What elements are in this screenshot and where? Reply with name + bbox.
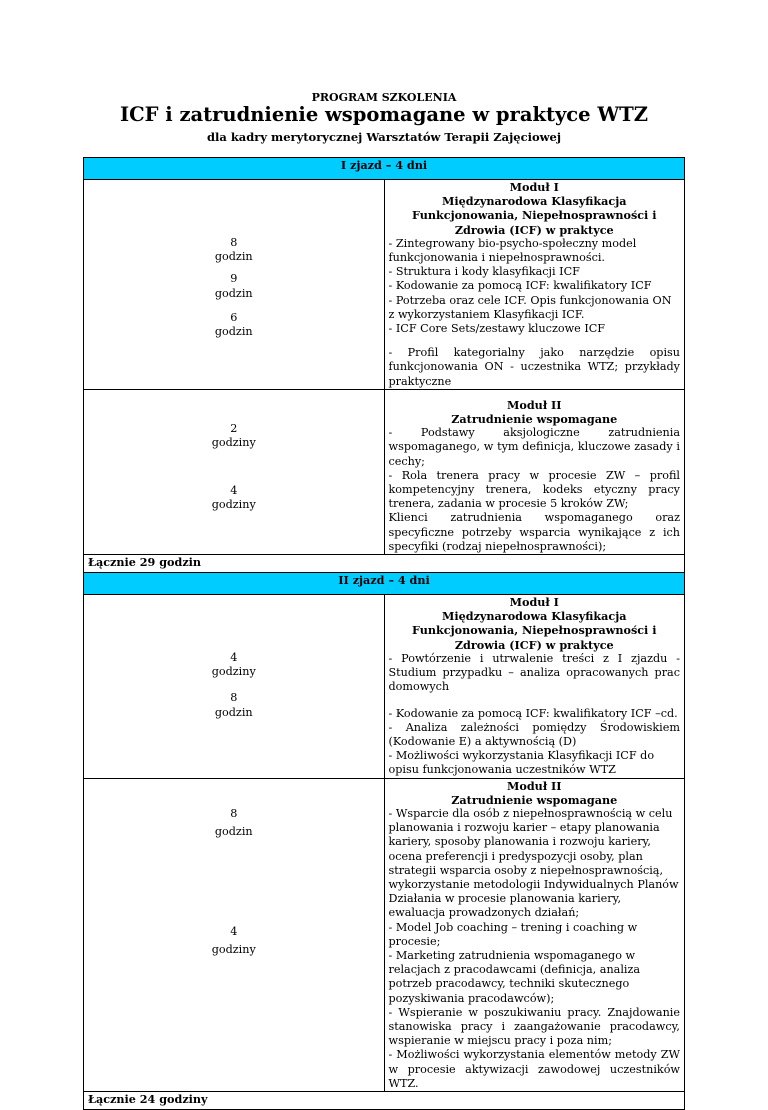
hours-value: 8 — [230, 806, 238, 820]
topic-line: - Powtórzenie i utrwalenie treści z I zjazdu - Studium przypadku – analiza opracowanych prac domowych — [388, 651, 680, 694]
hours-value: 2 — [230, 421, 238, 435]
module-row — [84, 180, 685, 390]
module-content — [384, 595, 685, 778]
module-content — [384, 778, 685, 1091]
module-row — [84, 778, 685, 1091]
module-name: Międzynarodowa Klasyfikacja Funkcjonowania, Niepełnosprawności i Zdrowia (ICF) w praktyce — [412, 609, 657, 652]
module-name: Zatrudnienie wspomagane — [451, 412, 618, 427]
hours-unit: godziny — [211, 943, 256, 957]
training-program-table — [83, 157, 685, 1110]
hours-unit: godziny — [211, 498, 256, 512]
module-title: Moduł II — [507, 778, 562, 793]
module-title: Moduł II — [507, 397, 562, 412]
session-band-row — [84, 573, 685, 595]
topic-line: - Możliwości wykorzystania Klasyfikacji ICF do opisu funkcjonowania uczestników WTZ — [388, 749, 655, 777]
session-total: Łącznie 29 godzin — [84, 555, 685, 573]
document-subtitle: dla kadry merytorycznej Warsztatów Terapii Zajęciowej — [206, 130, 562, 144]
document-supertitle: PROGRAM SZKOLENIA — [311, 91, 457, 104]
module-content — [384, 389, 685, 554]
topic-line: - Profil kategorialny jako narzędzie opisu funkcjonowania ON - uczestnika WTZ; przykłady praktyczne — [388, 346, 680, 388]
module-row — [84, 595, 685, 778]
hours-unit: godziny — [211, 665, 256, 679]
hours-unit: godzin — [214, 325, 253, 339]
topic-line: - ICF Core Sets/zestawy kluczowe ICF — [388, 322, 606, 336]
hours-value: 9 — [230, 272, 238, 286]
hours-unit: godzin — [214, 705, 253, 719]
total-row — [84, 555, 685, 573]
hours-cell — [84, 778, 385, 1091]
hours-unit: godziny — [211, 436, 256, 450]
hours-unit: godzin — [214, 824, 253, 838]
hours-value: 6 — [230, 310, 238, 324]
topic-line: - Zintegrowany bio-psycho-społeczny model funkcjonowania i niepełnosprawności. — [388, 236, 637, 265]
topic-line: - Kodowanie za pomocą ICF: kwalifikatory ICF –cd. — [388, 706, 678, 720]
hours-cell — [84, 595, 385, 778]
hours-unit: godzin — [214, 286, 253, 300]
topic-line: - Analiza zależności pomiędzy Środowiskiem (Kodowanie E) a aktywnością (D) — [388, 720, 680, 748]
topic-line: - Model Job coaching – trening i coaching w procesie; — [388, 920, 638, 948]
total-row — [84, 1091, 685, 1109]
hours-value: 4 — [230, 651, 238, 665]
hours-value: 8 — [230, 691, 238, 705]
hours-cell — [84, 389, 385, 554]
hours-cell — [84, 180, 385, 390]
module-title: Moduł I — [509, 180, 559, 194]
session-band: I zjazd – 4 dni — [84, 158, 685, 180]
document-title: ICF i zatrudnienie wspomagane w praktyce WTZ — [119, 103, 649, 126]
module-content — [384, 180, 685, 390]
topic-line: - Struktura i kody klasyfikacji ICF — [388, 265, 580, 279]
topic-line: - Rola trenera pracy w procesie ZW – profil kompetencyjny trenera, kodeks etyczny pracy trenera, zadania w procesie 5 kroków ZW; — [388, 468, 680, 511]
topic-line: - Marketing zatrudnienia wspomaganego w relacjach z pracodawcami (definicja, analiza potrzeb pracodawcy, techniki skutecznego pozyskiwania pracodawców); — [388, 948, 641, 1005]
topic-line: - Wspieranie w poszukiwaniu pracy. Znajdowanie stanowiska pracy i zaangażowanie pracodawcy, wspieranie w miejscu pracy i poza nim; — [388, 1005, 680, 1048]
hours-unit: godzin — [214, 250, 253, 264]
topic-line: - Podstawy aksjologiczne zatrudnienia wspomaganego, w tym definicja, kluczowe zasady i cechy; — [388, 426, 680, 468]
hours-value: 4 — [230, 924, 238, 938]
hours-value: 4 — [230, 484, 238, 498]
session-band-row — [84, 158, 685, 180]
session-band: II zjazd – 4 dni — [84, 573, 685, 595]
module-name: Zatrudnienie wspomagane — [451, 792, 618, 807]
module-row — [84, 389, 685, 554]
module-title: Moduł I — [509, 595, 559, 610]
topic-line: - Kodowanie za pomocą ICF: kwalifikatory ICF — [388, 279, 652, 293]
session-total: Łącznie 24 godziny — [84, 1091, 685, 1109]
topic-line: - Możliwości wykorzystania elementów metody ZW w procesie aktywizacji zawodowej uczestników WTZ. — [388, 1048, 680, 1090]
module-name: Międzynarodowa Klasyfikacja Funkcjonowania, Niepełnosprawności i Zdrowia (ICF) w praktyce — [412, 194, 657, 237]
topic-line: - Wsparcie dla osób z niepełnosprawnością w celu planowania i rozwoju karier – etapy planowania kariery, sposoby planowania i rozwoju kariery, ocena preferencji i predyspozycji osoby, plan strategii wsparcia osoby z niepełnosprawnością, wykorzystanie metodologii Indywidualnych Planów Działania w procesie planowania kariery, ewaluacja prowadzonych działań; — [388, 806, 679, 920]
hours-value: 8 — [230, 236, 238, 249]
topic-line: - Potrzeba oraz cele ICF. Opis funkcjonowania ON z wykorzystaniem Klasyfikacji ICF. — [388, 293, 672, 321]
topic-line: Klienci zatrudnienia wspomaganego oraz specyficzne potrzeby wsparcia wynikające z ich specyfiki (rodzaj niepełnosprawności); — [388, 511, 680, 553]
